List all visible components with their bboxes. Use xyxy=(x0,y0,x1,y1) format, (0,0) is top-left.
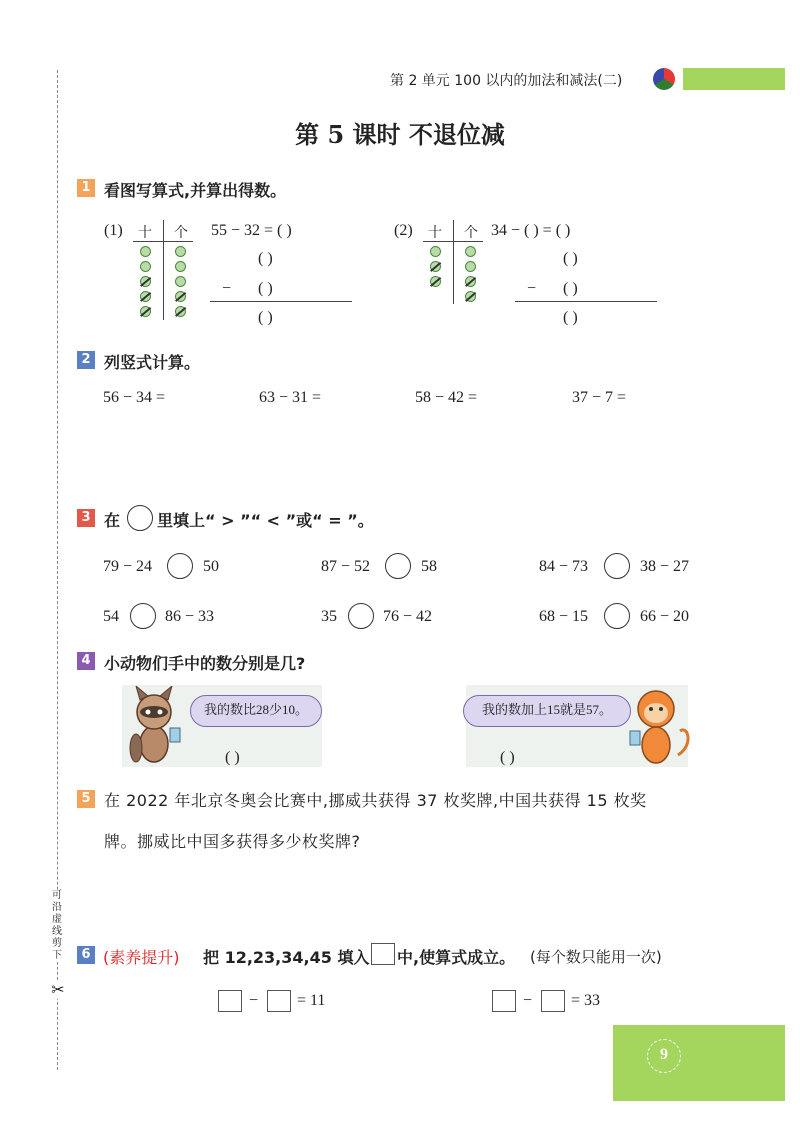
question-text: 看图写算式,并算出得数。 xyxy=(104,181,287,200)
part-label: (2) xyxy=(394,222,413,239)
fill-box[interactable] xyxy=(541,990,565,1012)
bead-crossed xyxy=(140,276,151,287)
bead xyxy=(140,261,151,272)
answer-blank[interactable]: ( ) xyxy=(563,280,578,297)
bead xyxy=(465,246,476,257)
bead xyxy=(430,246,441,257)
compare-left: 79 − 24 xyxy=(103,558,153,575)
compare-right: 58 xyxy=(421,558,437,575)
bead xyxy=(465,261,476,272)
question-number: 3 xyxy=(77,509,95,527)
question-number: 6 xyxy=(77,946,95,964)
minus-sign: − xyxy=(527,280,537,297)
word-problem-line: 牌。挪威比中国多获得多少枚奖牌? xyxy=(104,832,361,851)
answer-blank[interactable]: ( ) xyxy=(258,309,273,326)
ones-header: 个 xyxy=(464,226,478,241)
compare-right: 66 − 20 xyxy=(640,608,690,625)
compare-circle[interactable] xyxy=(604,603,630,629)
place-value-chart-divider xyxy=(163,220,164,320)
instruction-circle xyxy=(127,505,153,531)
compare-circle[interactable] xyxy=(348,603,374,629)
vertical-calc-line xyxy=(210,301,352,302)
question-number: 4 xyxy=(77,652,95,670)
bead-crossed xyxy=(430,261,441,272)
compare-circle[interactable] xyxy=(130,603,156,629)
equation: 34 − ( ) = ( ) xyxy=(491,222,571,239)
question-note: (每个数只能用一次) xyxy=(530,948,662,966)
bead-crossed xyxy=(140,306,151,317)
answer-blank[interactable]: ( ) xyxy=(563,309,578,326)
scissors-icon: ✂ xyxy=(51,980,65,999)
word-problem-line: 在 2022 年北京冬奥会比赛中,挪威共获得 37 枚奖牌,中国共获得 15 枚奖 xyxy=(104,791,647,810)
fill-box[interactable] xyxy=(267,990,291,1012)
header-bar xyxy=(683,68,785,90)
question-text: 中,使算式成立。 xyxy=(397,948,516,967)
compare-right: 38 − 27 xyxy=(640,558,690,575)
minus-sign: − xyxy=(222,280,232,297)
calc-item: 56 − 34 = xyxy=(103,389,166,406)
answer-blank[interactable]: ( ) xyxy=(500,749,515,766)
monkey-icon xyxy=(628,685,694,769)
question-text: 里填上“ > ”“ < ”或“ = ”。 xyxy=(157,511,374,530)
bead-crossed xyxy=(140,291,151,302)
compare-circle[interactable] xyxy=(385,553,411,579)
fill-box[interactable] xyxy=(218,990,242,1012)
compare-left: 35 xyxy=(321,608,337,625)
bead-crossed xyxy=(175,306,186,317)
compare-left: 68 − 15 xyxy=(539,608,589,625)
speech-bubble: 我的数比28少10。 xyxy=(190,695,322,727)
minus-sign: − xyxy=(249,992,259,1009)
question-text: 小动物们手中的数分别是几? xyxy=(104,654,306,673)
bead-crossed xyxy=(430,276,441,287)
calc-item: 37 − 7 = xyxy=(572,389,627,406)
compare-right: 76 − 42 xyxy=(383,608,433,625)
tens-header: 十 xyxy=(428,226,442,241)
challenge-tag: (素养提升) xyxy=(103,948,180,967)
ones-header: 个 xyxy=(174,226,188,241)
bead xyxy=(175,246,186,257)
question-number: 2 xyxy=(77,351,95,369)
bead xyxy=(175,261,186,272)
question-number: 5 xyxy=(77,790,95,808)
equation-result: = 11 xyxy=(297,992,326,1009)
place-value-chart-divider xyxy=(453,220,454,304)
compare-circle[interactable] xyxy=(604,553,630,579)
compare-left: 54 xyxy=(103,608,119,625)
page-number-block xyxy=(613,1025,785,1101)
bead xyxy=(140,246,151,257)
compare-right: 86 − 33 xyxy=(165,608,215,625)
bead-crossed xyxy=(175,291,186,302)
question-text: 在 xyxy=(104,511,121,530)
answer-blank[interactable]: ( ) xyxy=(563,250,578,267)
question-number: 1 xyxy=(77,179,95,197)
color-ball-icon xyxy=(653,68,675,90)
vertical-calc-line xyxy=(515,301,657,302)
minus-sign: − xyxy=(523,992,533,1009)
equation-result: = 33 xyxy=(571,992,601,1009)
bead-crossed xyxy=(465,276,476,287)
unit-header: 第 2 单元 100 以内的加法和减法(二) xyxy=(390,73,623,89)
part-label: (1) xyxy=(104,222,123,239)
question-text: 列竖式计算。 xyxy=(104,353,201,372)
equation: 55 − 32 = ( ) xyxy=(211,222,292,239)
speech-bubble: 我的数加上15就是57。 xyxy=(463,695,631,727)
fill-box[interactable] xyxy=(492,990,516,1012)
tens-header: 十 xyxy=(138,226,152,241)
compare-left: 87 − 52 xyxy=(321,558,371,575)
page-number: 9 xyxy=(647,1039,681,1073)
answer-blank[interactable]: ( ) xyxy=(258,280,273,297)
answer-blank[interactable]: ( ) xyxy=(225,749,240,766)
raccoon-icon xyxy=(124,686,194,766)
bead-crossed xyxy=(465,291,476,302)
calc-item: 58 − 42 = xyxy=(415,389,478,406)
compare-right: 50 xyxy=(203,558,219,575)
answer-blank[interactable]: ( ) xyxy=(258,250,273,267)
cut-hint: 可沿虚线剪下 xyxy=(52,890,62,961)
calc-item: 63 − 31 = xyxy=(259,389,322,406)
question-text: 把 12,23,34,45 填入 xyxy=(203,948,370,967)
lesson-title: 第 5 课时 不退位减 xyxy=(295,120,505,149)
compare-left: 84 − 73 xyxy=(539,558,589,575)
instruction-box xyxy=(371,943,395,965)
compare-circle[interactable] xyxy=(167,553,193,579)
bead xyxy=(175,276,186,287)
